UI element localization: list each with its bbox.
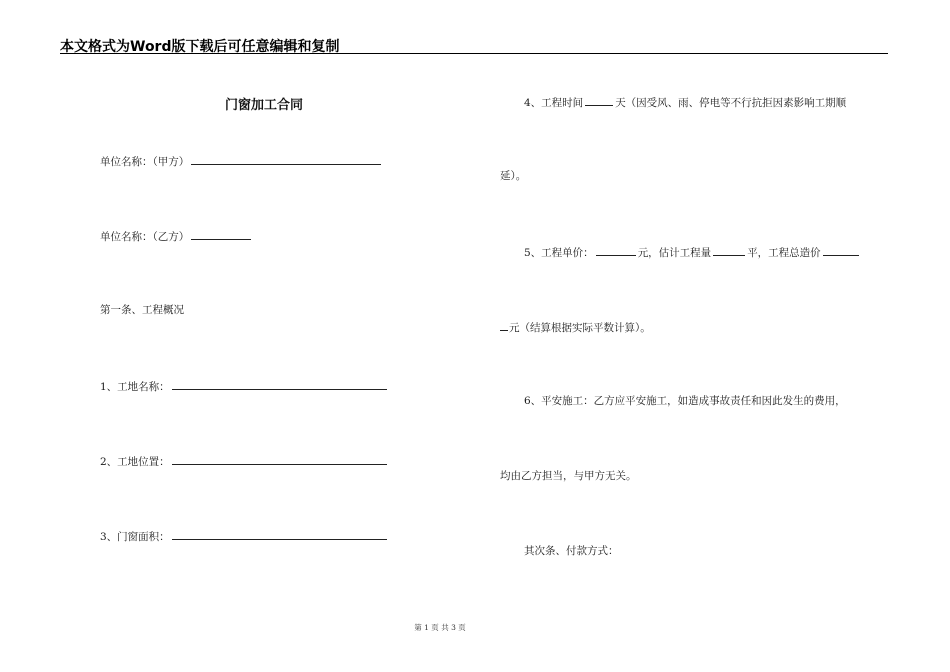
header-divider — [60, 53, 888, 54]
window-area-label: 3、门窗面积： — [100, 531, 170, 543]
document-title: 门窗加工合同 — [224, 98, 303, 113]
window-area-blank[interactable] — [172, 528, 387, 540]
party-b-blank[interactable] — [191, 228, 251, 240]
work-time-blank[interactable] — [585, 94, 613, 106]
unit-price-blank[interactable] — [596, 244, 636, 256]
site-location-row — [100, 453, 387, 469]
work-time-label: 4、工程时间 — [524, 97, 584, 109]
article-1-heading: 第一条、工程概况 — [100, 304, 184, 316]
article-2-heading: 其次条、付款方式： — [524, 545, 619, 557]
party-a-row — [100, 153, 381, 169]
unit-price-label: 5、工程单价： — [524, 247, 594, 259]
work-time-continued: 延）。 — [500, 170, 527, 182]
site-name-label: 1、工地名称： — [100, 381, 170, 393]
estimated-quantity-blank[interactable] — [713, 244, 745, 256]
settlement-row — [500, 319, 651, 335]
total-cost-blank-continued[interactable] — [500, 319, 508, 331]
site-name-row — [100, 378, 387, 394]
site-location-blank[interactable] — [172, 453, 387, 465]
work-time-text: 天（因受风、雨、停电等不行抗拒因素影响工期顺 — [615, 97, 847, 109]
settlement-text: 元（结算根据实际平数计算）。 — [509, 322, 651, 334]
site-name-blank[interactable] — [172, 378, 387, 390]
party-b-label: 单位名称：（乙方） — [100, 231, 190, 243]
party-b-row — [100, 228, 251, 244]
safety-clause: 6、平安施工：乙方应平安施工，如造成事故责任和因此发生的费用， — [524, 395, 846, 407]
party-a-blank[interactable] — [191, 153, 381, 165]
safety-clause-continued: 均由乙方担当，与甲方无关。 — [500, 470, 637, 482]
unit-price-row — [524, 244, 859, 260]
total-cost-label: 平，工程总造价 — [747, 247, 821, 259]
work-time-row — [524, 94, 846, 110]
estimated-quantity-label: 元，估计工程量 — [637, 247, 712, 259]
party-a-label: 单位名称：（甲方） — [100, 156, 190, 168]
site-location-label: 2、工地位置： — [100, 456, 170, 468]
page-number: 第 1 页 共 3 页 — [414, 623, 466, 632]
total-cost-blank[interactable] — [823, 244, 859, 256]
header-title: 本文格式为Word版下载后可任意编辑和复制 — [60, 39, 340, 55]
window-area-row — [100, 528, 387, 544]
